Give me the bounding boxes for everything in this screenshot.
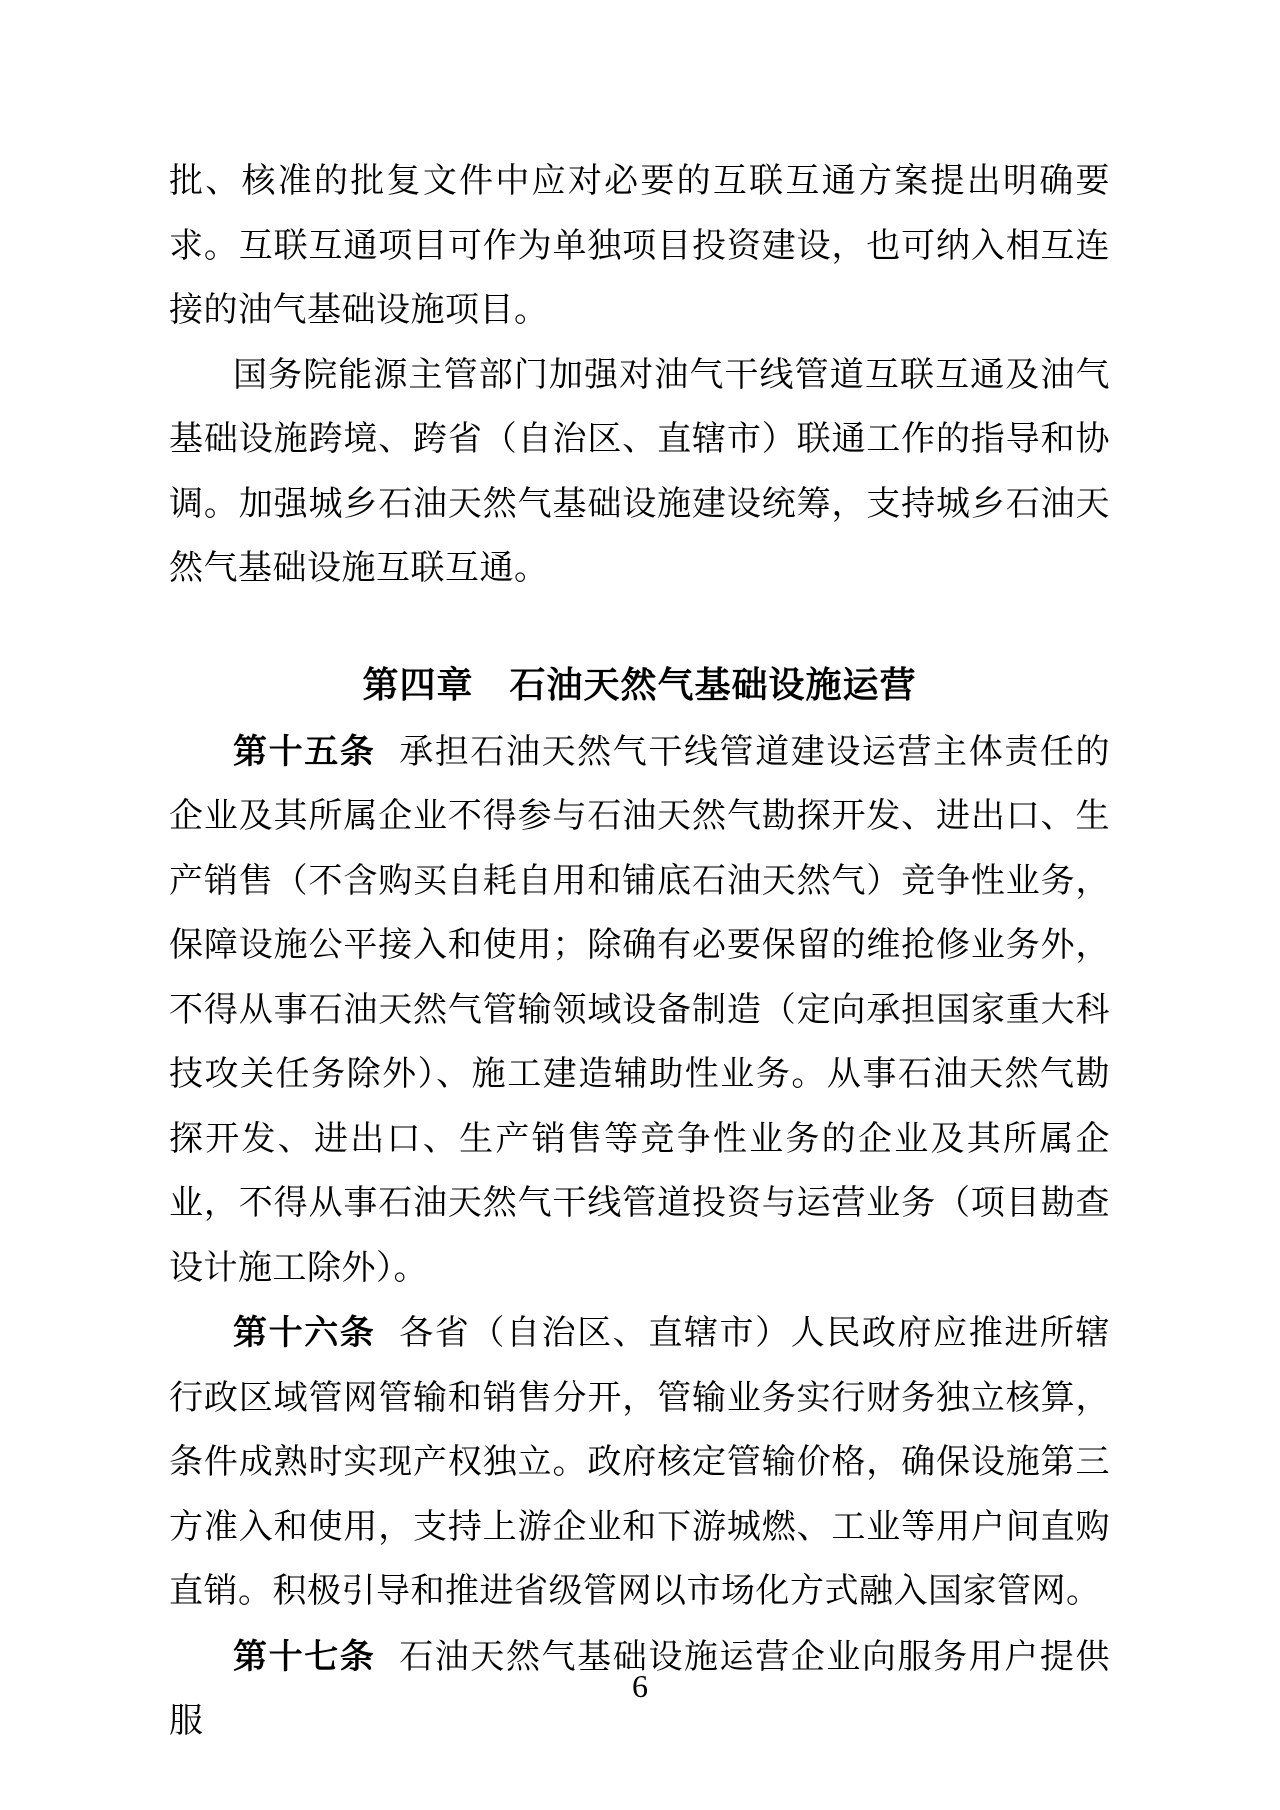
page-footer	[0, 1668, 1280, 1705]
article-16-text: 各省（自治区、直辖市）人民政府应推进所辖行政区域管网管输和销售分开，管输业务实行财务独立核算，条件成熟时实现产权独立。政府核定管输价格，确保设施第三方准入和使用，支持上游企业和下游城燃、工业等用户间直购直销。积极引导和推进省级管网以市场化方式融入国家管网。	[169, 1315, 1111, 1610]
document-content	[169, 150, 1110, 1755]
paragraph-article-15	[169, 720, 1110, 1302]
page-number: 6	[632, 1668, 648, 1704]
paragraph-article-16	[169, 1301, 1110, 1625]
article-17-text: 石油天然气基础设施运营企业向服务用户提供服	[169, 1638, 1111, 1740]
chapter-title: 石油天然气基础设施运营	[509, 663, 917, 705]
article-15-label: 第十五条	[233, 732, 376, 771]
article-15-text: 承担石油天然气干线管道建设运营主体责任的企业及其所属企业不得参与石油天然气勘探开发、进出口、生产销售（不含购买自耗自用和铺底石油天然气）竞争性业务，保障设施公平接入和使用；除确有必要保留的维抢修业务外，不得从事石油天然气管输领域设备制造（定向承担国家重大科技攻关任务除外）、施工建造辅助性业务。从事石油天然气勘探开发、进出口、生产销售等竞争性业务的企业及其所属企业，不得从事石油天然气干线管道投资与运营业务（项目勘查设计施工除外）。	[169, 733, 1111, 1287]
chapter-number: 第四章	[362, 663, 474, 705]
article-16-label: 第十六条	[233, 1314, 376, 1352]
paragraph-state-council: 国务院能源主管部门加强对油气干线管道互联互通及油气基础设施跨境、跨省（自治区、直辖市）联通工作的指导和协调。加强城乡石油天然气基础设施建设统筹，支持城乡石油天然气基础设施互联互通。	[169, 356, 1110, 587]
paragraph-continuation: 批、核准的批复文件中应对必要的互联互通方案提出明确要求。互联互通项目可作为单独项目投资建设，也可纳入相互连接的油气基础设施项目。	[169, 163, 1110, 329]
article-17-label: 第十七条	[233, 1637, 376, 1676]
chapter-heading	[169, 652, 1110, 718]
